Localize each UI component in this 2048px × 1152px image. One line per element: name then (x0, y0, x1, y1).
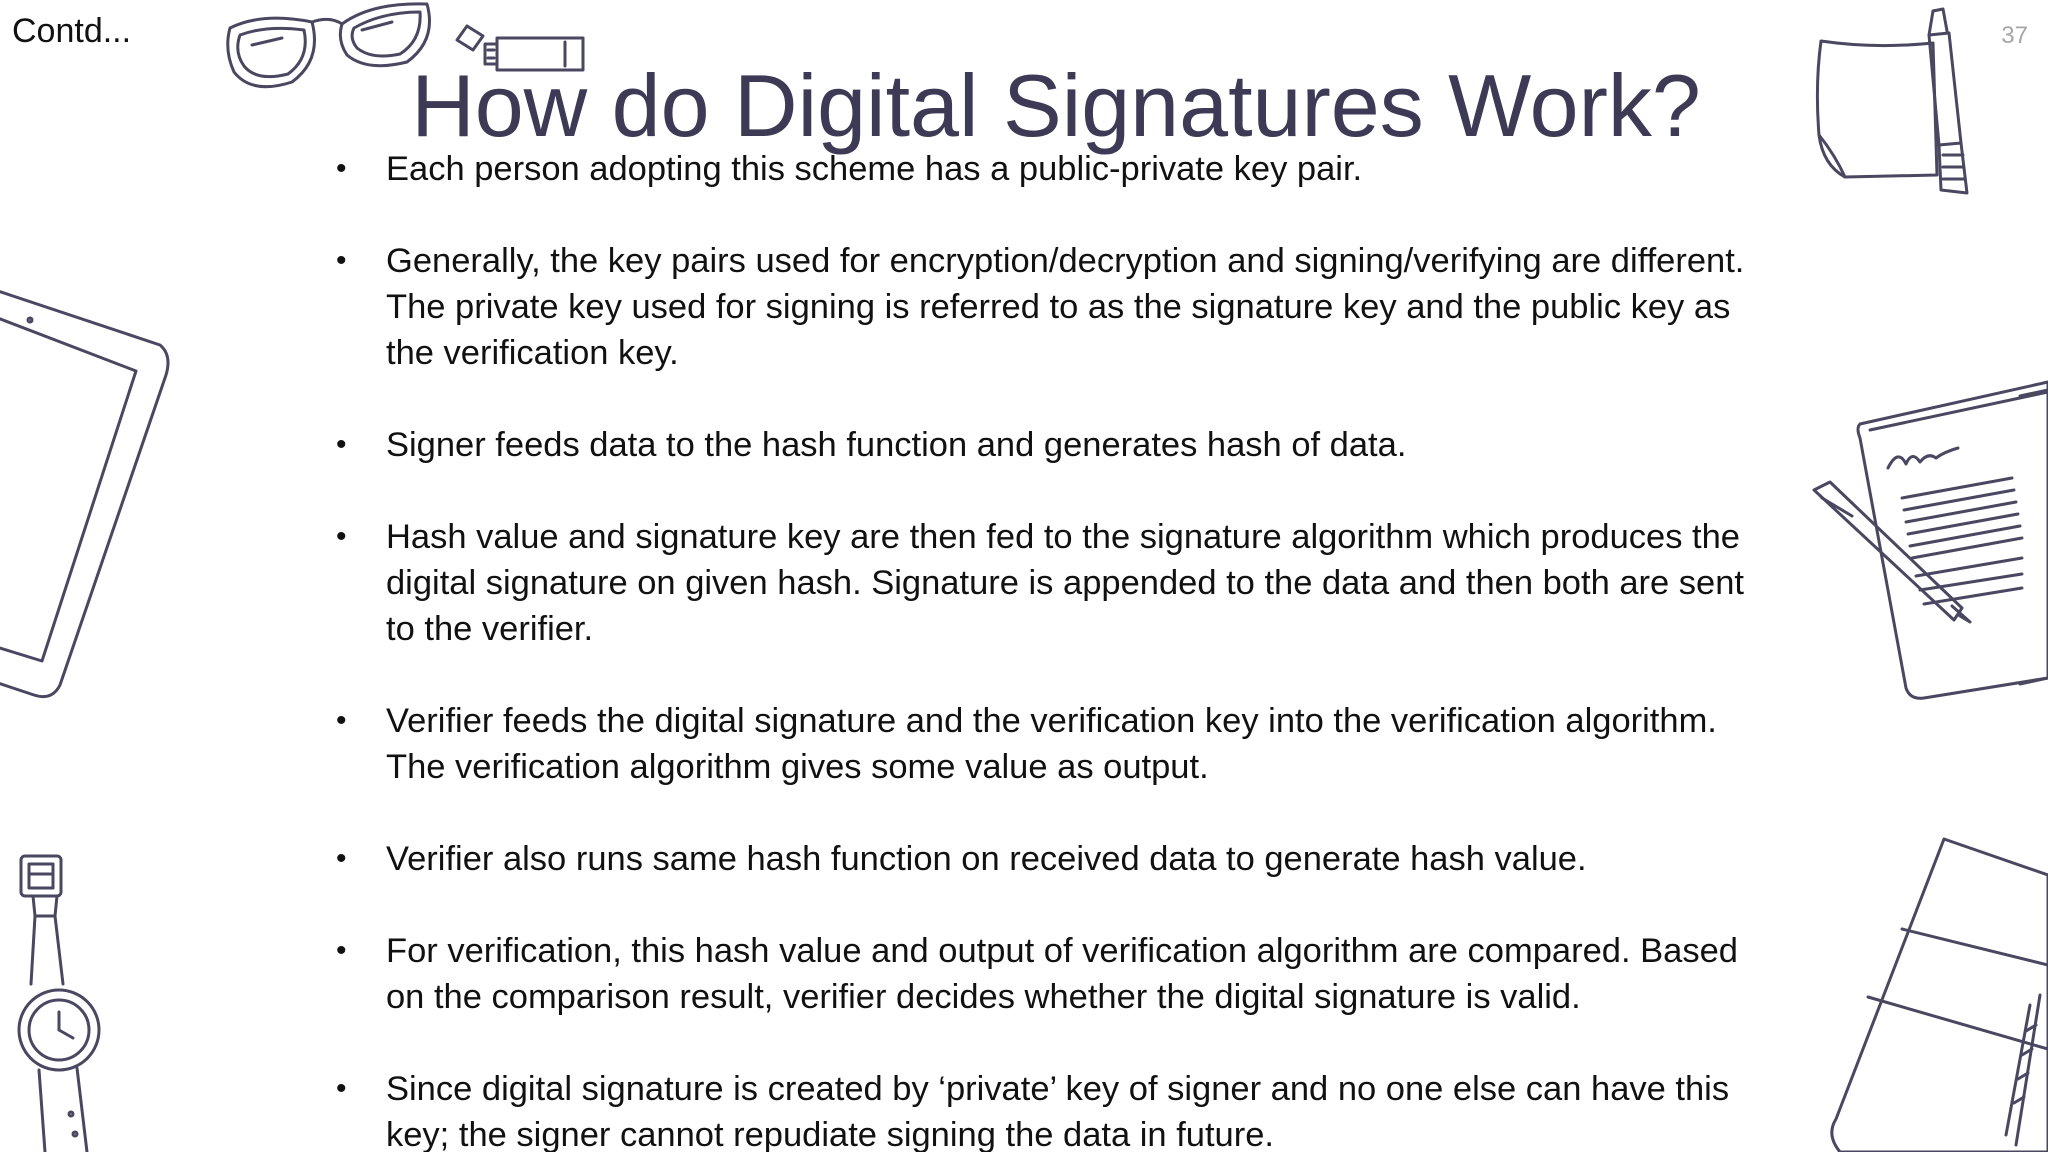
bullet-text: Hash value and signature key are then fed to the signature algorithm which produces the digital signature on given hash. Signature is appended to the data and then both are sent to the verifier. (386, 518, 1744, 648)
notebook-pen-icon (1812, 378, 2048, 708)
wristwatch-icon (15, 852, 105, 1152)
bullet-dot: • (336, 428, 347, 461)
bullet-item (336, 698, 1756, 790)
bullet-text: Verifier also runs same hash function on received data to generate hash value. (386, 840, 1587, 878)
slide-number: 37 (2001, 22, 2028, 49)
bullet-item (336, 238, 1756, 376)
bullet-text: Generally, the key pairs used for encryption/decryption and signing/verifying are different. The private key used for signing is referred to as the signature key and the public key as the verification key. (386, 242, 1745, 372)
bullet-text: Each person adopting this scheme has a public-private key pair. (386, 150, 1363, 188)
bullet-dot: • (336, 244, 347, 277)
bullet-item (336, 1066, 1756, 1152)
bullet-dot: • (336, 152, 347, 185)
tablet-icon (0, 285, 175, 705)
journal-icon (1830, 835, 2048, 1152)
bullet-item (336, 928, 1756, 1020)
bullet-dot: • (336, 704, 347, 737)
bullet-item (336, 836, 1756, 882)
bullet-item (336, 146, 1756, 192)
slide-title: How do Digital Signatures Work? (411, 56, 1701, 155)
bullet-text: Signer feeds data to the hash function and generates hash of data. (386, 426, 1407, 464)
bullet-dot: • (336, 520, 347, 553)
bullet-text: For verification, this hash value and output of verification algorithm are compared. Based on the comparison result, verifier decides whether the digital signature is valid. (386, 932, 1738, 1016)
bullet-item (336, 514, 1756, 652)
bullet-dot: • (336, 1072, 347, 1105)
bullet-dot: • (336, 842, 347, 875)
bullet-dot: • (336, 934, 347, 967)
bullet-text: Since digital signature is created by ‘private’ key of signer and no one else can have this key; the signer cannot repudiate signing the data in future. (386, 1070, 1730, 1152)
bullet-text: Verifier feeds the digital signature and the verification key into the verification algorithm. The verification algorithm gives some value as output. (386, 702, 1717, 786)
bullet-list (336, 146, 1756, 1152)
bullet-item (336, 422, 1756, 468)
contd-label: Contd... (12, 12, 132, 50)
